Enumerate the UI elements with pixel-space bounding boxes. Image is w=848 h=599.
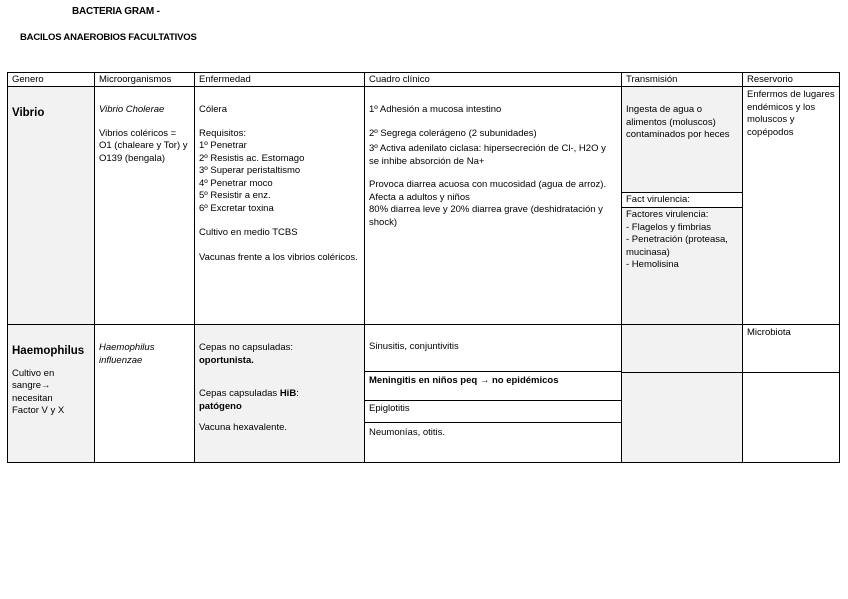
vibrio-culture: Cultivo en medio TCBS [199,227,298,238]
vibrio-requisite: 1º Penetrar [199,140,247,151]
vibrio-genus: Vibrio [12,107,45,119]
header-reservorio: Reservorio [742,72,840,87]
vibrio-genus-cell [7,86,95,325]
haemophilus-genus-cell [7,324,95,463]
haemophilus-clinical-item: Epiglotitis [369,403,410,414]
vibrio-clinical-step2: 2º Segrega colerágeno (2 subunidades) [369,127,537,139]
header-cuadro-clinico: Cuadro clínico [364,72,622,87]
vibrio-vaccine: Vacunas frente a los vibrios coléricos. [199,251,358,263]
vibrio-requisite: 3º Superar peristaltismo [199,165,301,176]
vibrio-organism-cell [94,86,195,325]
haemophilus-genus-note: Cultivo en sangre→ necesitan Factor V y X [12,367,65,416]
vibrio-virulence-cell [621,207,743,325]
haemophilus-organism: Haemophilus influenzae [99,342,155,366]
vibrio-organism: Vibrio Cholerae [99,104,165,115]
vibrio-reservoir-cell [742,86,840,325]
vibrio-virulence-title: Factores virulencia: [626,209,709,220]
vibrio-clinical-step3: 3º Activa adenilato ciclasa: hipersecreción de Cl-, H2O y se inhibe absorción de Na+ [369,143,606,167]
haemophilus-transmission-cell-2 [621,372,743,463]
haemophilus-clinical-cell-3 [364,400,622,423]
vibrio-virulence-factor: - Penetración (proteasa, mucinasa) [626,234,728,258]
vibrio-requisite: 5º Resistir a enz. [199,190,271,201]
vibrio-reservoir: Enfermos de lugares endémicos y los moluscos y copépodos [747,89,835,138]
vibrio-disease: Cólera [199,104,227,115]
vibrio-transmission-cell [621,86,743,193]
header-transmision: Transmisión [621,72,743,87]
haemophilus-clinical-cell-4 [364,422,622,463]
vibrio-requisite: 4º Penetrar moco [199,177,273,189]
haemophilus-capsulated-colon: : [296,388,299,399]
haemophilus-capsulated [199,388,360,401]
vibrio-transmission: Ingesta de agua o alimentos (moluscos) contaminados por heces [626,104,730,140]
vibrio-clinical-diarrhea: Provoca diarrea acuosa con mucosidad (agua de arroz). Afecta a adultos y niños [369,179,607,203]
vibrio-virulence-factor: - Hemolisina [626,259,679,270]
haemophilus-clinical-item: Sinusitis, conjuntivitis [369,341,459,352]
vibrio-requisite: 2º Resistis ac. Estomago [199,152,305,164]
haemophilus-hib: HiB [279,388,297,399]
haemophilus-organism-cell [94,324,195,463]
haemophilus-genus: Haemophilus [12,345,85,357]
vibrio-organism-note: Vibrios coléricos = O1 (chaleare y Tor) y O139 (bengala) [99,127,188,164]
vibrio-virulence-label: Fact virulencia: [626,194,690,205]
header-microorganismos: Microorganismos [94,72,195,87]
vibrio-virulence-factor: - Flagelos y fimbrias [626,221,711,233]
haemophilus-transmission-cell-1 [621,324,743,373]
haemophilus-capsulated-text: Cepas capsuladas [199,388,278,399]
header-genero: Genero [7,72,95,87]
vibrio-clinical-severity: 80% diarrea leve y 20% diarrea grave (deshidratación y shock) [369,204,603,228]
haemophilus-vaccine: Vacuna hexavalente. [199,422,288,433]
haemophilus-clinical-item: Meningitis en niños peq → no epidémicos [369,375,559,386]
haemophilus-clinical-item: Neumonías, otitis. [369,427,446,438]
vibrio-requisite: 6º Excretar toxina [199,202,274,214]
haemophilus-reservoir-cell [742,324,840,373]
haemophilus-uncapsulated-type: oportunista. [199,354,254,366]
vibrio-disease-cell [194,86,365,325]
haemophilus-clinical-cell-2 [364,371,622,401]
haemophilus-reservoir-cell-2 [742,372,840,463]
vibrio-clinical-cell [364,86,622,325]
header-enfermedad: Enfermedad [194,72,365,87]
vibrio-clinical-step1: 1º Adhesión a mucosa intestino [369,104,502,115]
haemophilus-disease-cell [194,324,365,463]
haemophilus-uncapsulated: Cepas no capsuladas: [199,342,294,353]
document-subtitle: BACILOS ANAEROBIOS FACULTATIVOS [20,32,197,43]
haemophilus-clinical-cell-1 [364,324,622,372]
document-title: BACTERIA GRAM - [72,6,160,17]
haemophilus-reservoir: Microbiota [747,327,791,338]
haemophilus-capsulated-type: patógeno [199,400,242,412]
vibrio-virulence-label-cell [621,192,743,208]
vibrio-requisites-title: Requisitos: [199,127,246,139]
